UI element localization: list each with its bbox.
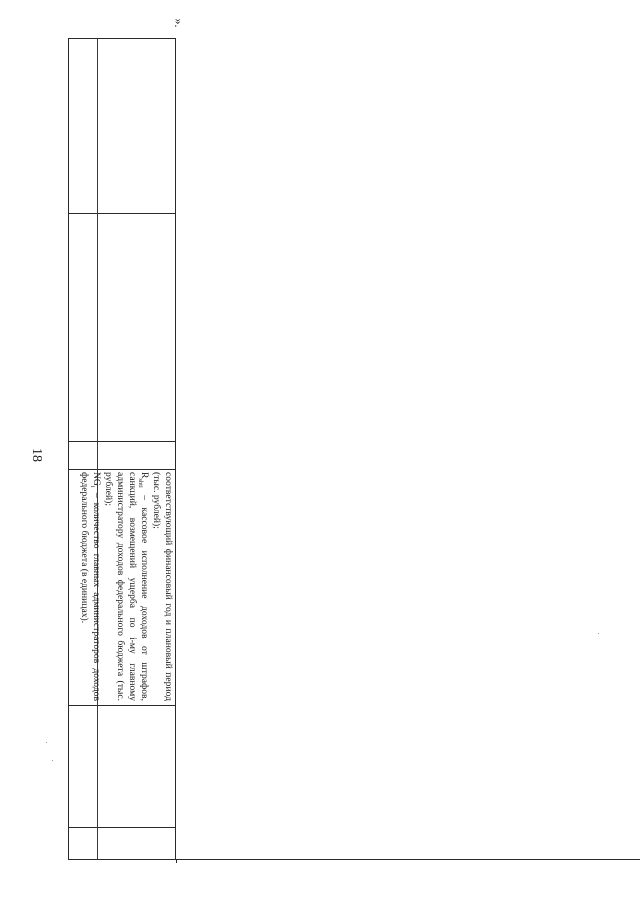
- table-row-divider: [69, 827, 175, 828]
- r-shti-symbol: $R_{shti}$: [137, 472, 150, 488]
- description-cell-text: [68, 468, 176, 704]
- table-row-divider: [69, 705, 175, 706]
- ng-i-symbol: $NG_i$: [89, 472, 102, 488]
- description-cell: [68, 468, 176, 704]
- fines-revenue-text: – кассовое исполнение доходов от штрафов, санкций, возмещений ущерба по i-му главному администратору доходов федерального бюджета (тыс. рублей);: [103, 472, 150, 701]
- table-column-divider: [97, 39, 98, 859]
- page-bottom-tick: [176, 859, 177, 863]
- table-row-divider: [69, 441, 175, 442]
- scan-speck: [46, 742, 47, 743]
- administrators-count-definition: [78, 472, 102, 701]
- page-bottom-rule: [68, 859, 640, 860]
- scan-speck: [598, 633, 599, 634]
- table-row-divider: [69, 213, 175, 214]
- closing-quote-mark: ».: [172, 18, 186, 28]
- period-line: соответствующий финансовый год и плановый период (тыс. рублей);: [151, 472, 174, 701]
- administrators-count-text: – количество главных администраторов доходов федерального бюджета (в единицах).: [79, 472, 102, 701]
- page-number: 18: [29, 448, 44, 462]
- fines-revenue-definition: [102, 472, 150, 701]
- scan-speck: [52, 760, 53, 761]
- table-frame: [68, 38, 176, 860]
